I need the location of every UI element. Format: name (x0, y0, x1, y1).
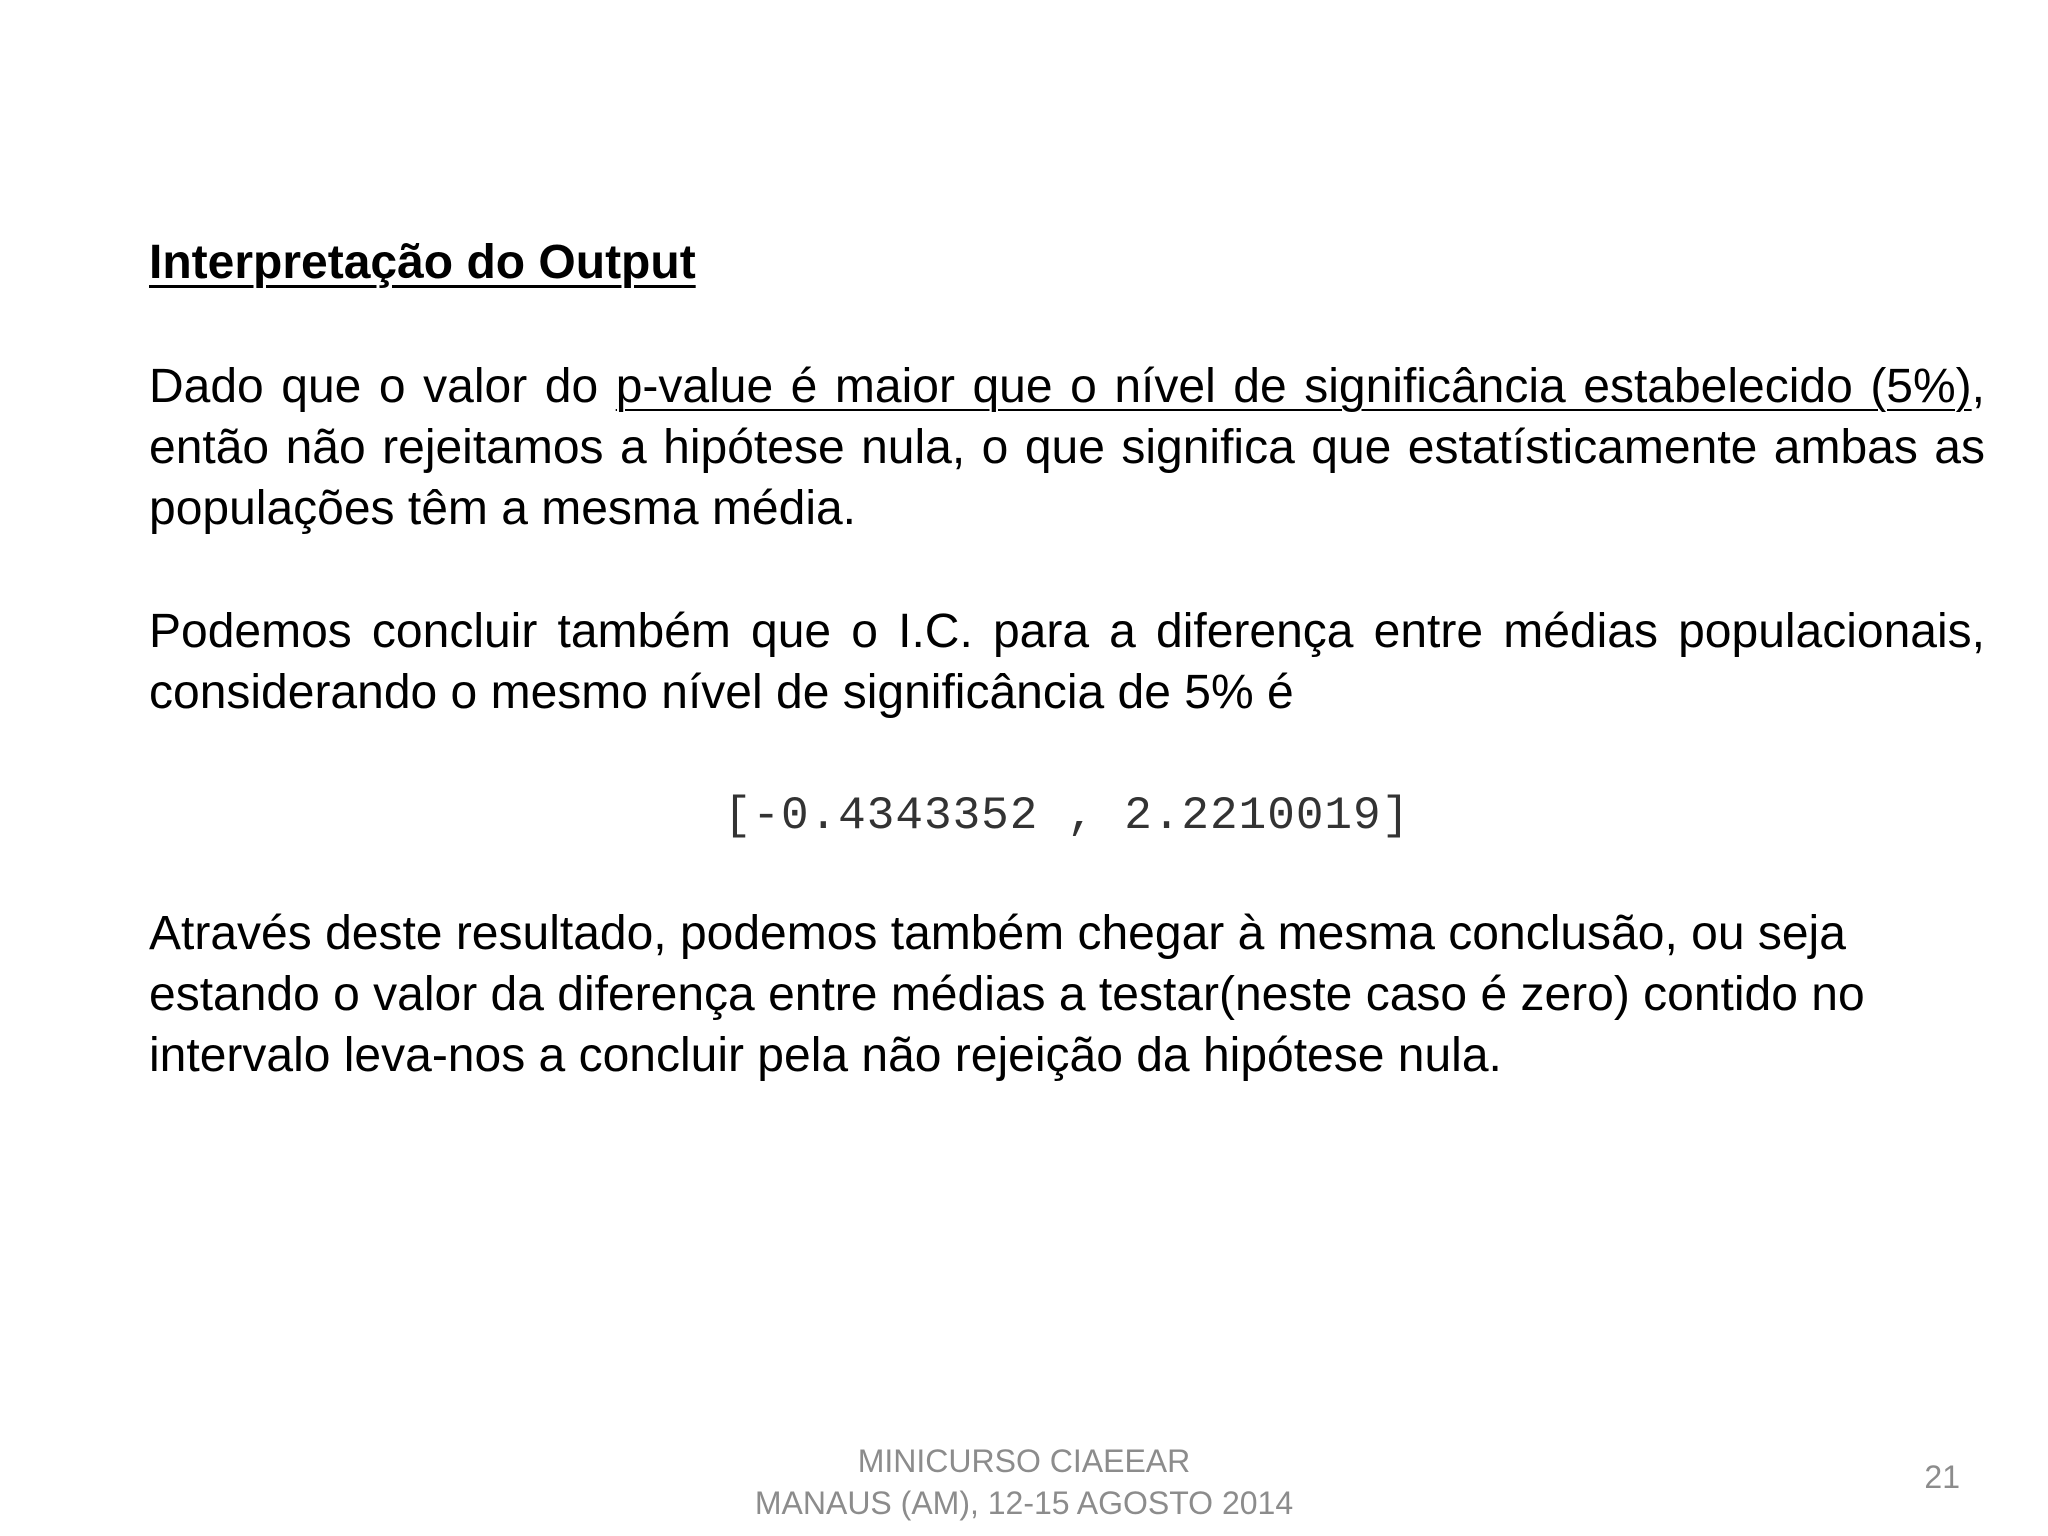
slide-content (149, 232, 1985, 1086)
paragraph-pvalue-underlined: p-value é maior que o nível de significância estabelecido (5%) (615, 360, 1972, 413)
confidence-interval-value: [-0.4343352 , 2.2210019] (723, 790, 1411, 842)
paragraph-pvalue-conclusion: , então não rejeitamos a hipótese nula, o que significa que estatísticamente ambas as populações têm a mesma média. (149, 360, 1986, 535)
paragraph-final-conclusion: Através deste resultado, podemos também chegar à mesma conclusão, ou seja estando o valor da diferença entre médias a testar(neste caso é zero) contido no intervalo leva-nos a concluir pela não rejeição da hipótese nula. (149, 907, 1865, 1082)
paragraph-confidence-interval: Podemos concluir também que o I.C. para a diferença entre médias populacionais, considerando o mesmo nível de significância de 5% é (149, 605, 1985, 719)
paragraph-pvalue-intro: Dado que o valor do (149, 360, 616, 413)
slide-page-number: 21 (1924, 1459, 1960, 1495)
footer-location-date: MANAUS (AM), 12-15 AGOSTO 2014 (754, 1485, 1294, 1521)
paragraph-pvalue-interpretation (149, 356, 1985, 539)
footer-course-name: MINICURSO CIAEEAR (857, 1443, 1191, 1479)
slide-footer (620, 1440, 1428, 1524)
slide-title: Interpretação do Output (149, 236, 696, 289)
